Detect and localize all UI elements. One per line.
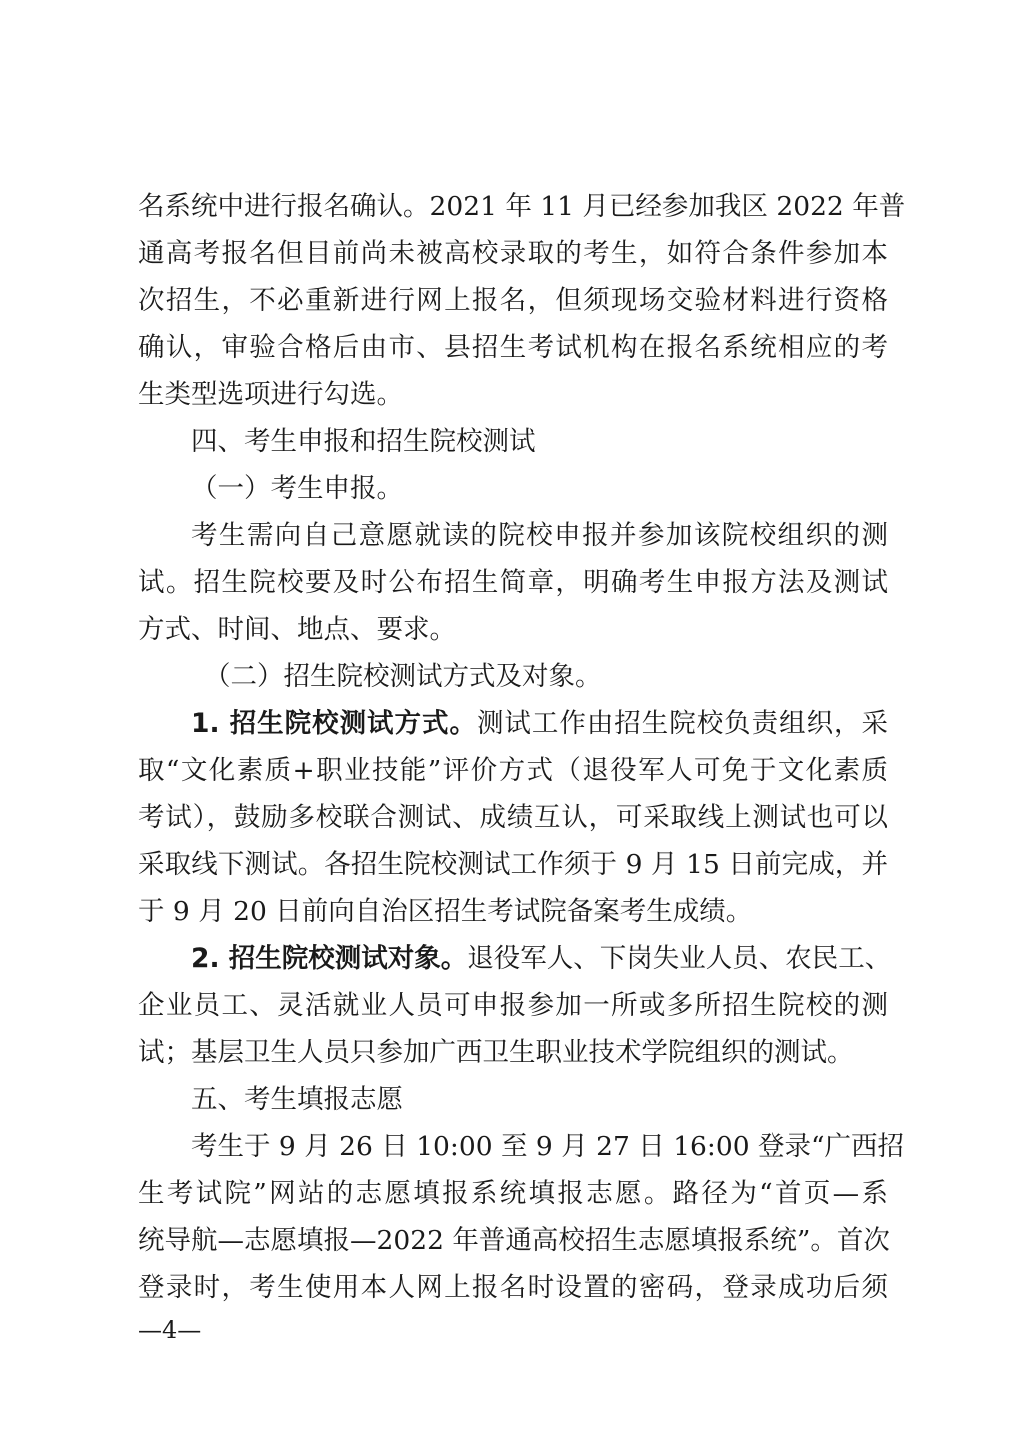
text-line: 确认，审验合格后由市、县招生考试机构在报名系统相应的考 [138, 332, 888, 363]
text-line: 取“文化素质+职业技能”评价方式（退役军人可免于文化素质 [138, 755, 888, 786]
item-text: 退役军人、下岗失业人员、农民工、 [467, 943, 892, 974]
text-line: 考试），鼓励多校联合测试、成绩互认，可采取线上测试也可以 [138, 802, 888, 833]
text-line: 采取线下测试。各招生院校测试工作须于 9 月 15 日前完成，并 [138, 849, 888, 880]
text-line: 考生于 9 月 26 日 10:00 至 9 月 27 日 16:00 登录“广西招 [191, 1131, 905, 1162]
subsection-heading-4-2: （二）招生院校测试方式及对象。 [204, 661, 602, 692]
text-line: 统导航—志愿填报—2022 年普通高校招生志愿填报系统”。首次 [138, 1225, 890, 1256]
text-line: 考生需向自己意愿就读的院校申报并参加该院校组织的测 [191, 520, 888, 551]
item-title-1: 1. 招生院校测试方式。 [191, 708, 477, 739]
document-body [138, 183, 906, 1311]
text-line: 登录时，考生使用本人网上报名时设置的密码，登录成功后须 [138, 1272, 888, 1303]
section-heading-4: 四、考生申报和招生院校测试 [191, 426, 536, 457]
text-line: 试。招生院校要及时公布招生简章，明确考生申报方法及测试 [138, 567, 888, 598]
item-text: 测试工作由招生院校负责组织，采 [476, 708, 889, 739]
text-line: 生考试院”网站的志愿填报系统填报志愿。路径为“首页—系 [138, 1178, 888, 1209]
text-line: 企业员工、灵活就业人员可申报参加一所或多所招生院校的测 [138, 990, 888, 1021]
text-line: 试；基层卫生人员只参加广西卫生职业技术学院组织的测试。 [138, 1037, 854, 1068]
page-number: —4— [138, 1316, 202, 1344]
text-line: 次招生，不必重新进行网上报名，但须现场交验材料进行资格 [138, 285, 888, 316]
text-line [138, 935, 892, 982]
text-line [138, 700, 888, 747]
text-line: 通高考报名但目前尚未被高校录取的考生，如符合条件参加本 [138, 238, 888, 269]
section-heading-5: 五、考生填报志愿 [191, 1084, 403, 1115]
item-title-2: 2. 招生院校测试对象。 [191, 943, 468, 974]
text-line: 名系统中进行报名确认。2021 年 11 月已经参加我区 2022 年普 [138, 191, 906, 222]
text-line: 于 9 月 20 日前向自治区招生考试院备案考生成绩。 [138, 896, 753, 927]
subsection-heading-4-1: （一）考生申报。 [191, 473, 403, 504]
text-line: 生类型选项进行勾选。 [138, 379, 403, 410]
text-line: 方式、时间、地点、要求。 [138, 614, 456, 645]
